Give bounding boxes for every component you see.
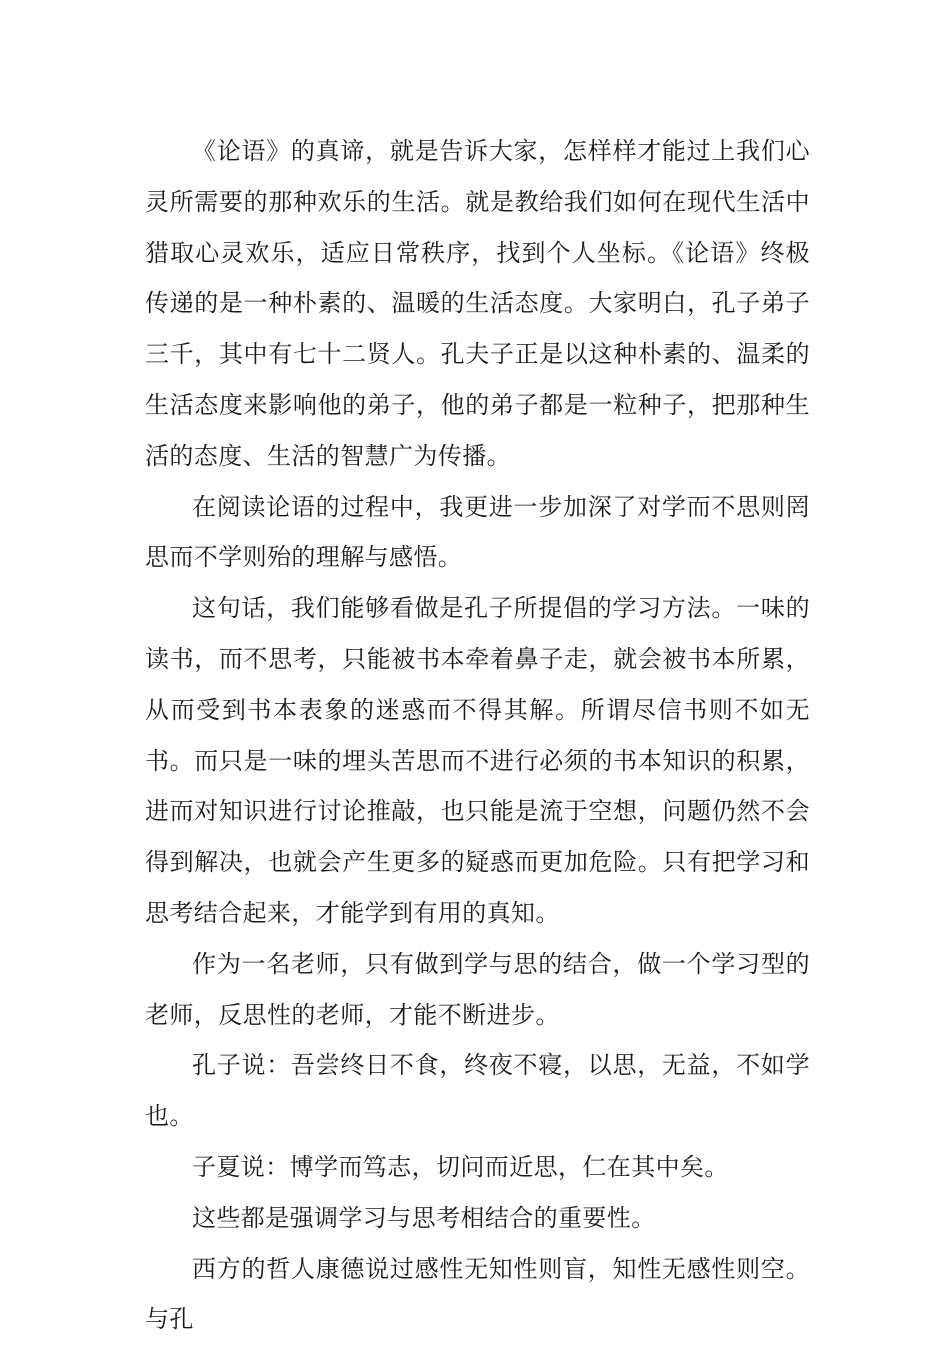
paragraph-7: 这些都是强调学习与思考相结合的重要性。 (192, 1203, 656, 1232)
paragraph-5: 孔子说：吾尝终日不食，终夜不寝，以思，无益，不如学也。 (145, 1051, 810, 1131)
paragraph-3: 这句话，我们能够看做是孔子所提倡的学习方法。一味的读书，而不思考，只能被书本牵着鼻子走，就会被书本所累，从而受到书本表象的迷惑而不得其解。所谓尽信书则不如无书。而只是一味的埋头苦思而不进行必须的书本知识的积累，进而对知识进行讨论推敲，也只能是流于空想，问题仍然不会得到解决，也就会产生更多的疑惑而更加危险。只有把学习和思考结合起来，才能学到有用的真知。 (145, 594, 810, 927)
document-body (145, 126, 810, 1345)
paragraph-4: 作为一名老师，只有做到学与思的结合，做一个学习型的老师，反思性的老师，才能不断进步。 (145, 949, 810, 1029)
paragraph-8: 西方的哲人康德说过感性无知性则盲，知性无感性则空。与孔 (145, 1254, 810, 1334)
paragraph-6: 子夏说：博学而笃志，切问而近思，仁在其中矣。 (192, 1152, 729, 1181)
paragraph-2: 在阅读论语的过程中，我更进一步加深了对学而不思则罔思而不学则殆的理解与感悟。 (145, 492, 810, 572)
paragraph-1: 《论语》的真谛，就是告诉大家，怎样样才能过上我们心灵所需要的那种欢乐的生活。就是教给我们如何在现代生活中猎取心灵欢乐，适应日常秩序，找到个人坐标。《论语》终极传递的是一种朴素的、温暖的生活态度。大家明白，孔子弟子三千，其中有七十二贤人。孔夫子正是以这种朴素的、温柔的生活态度来影响他的弟子，他的弟子都是一粒种子，把那种生活的态度、生活的智慧广为传播。 (145, 137, 810, 470)
